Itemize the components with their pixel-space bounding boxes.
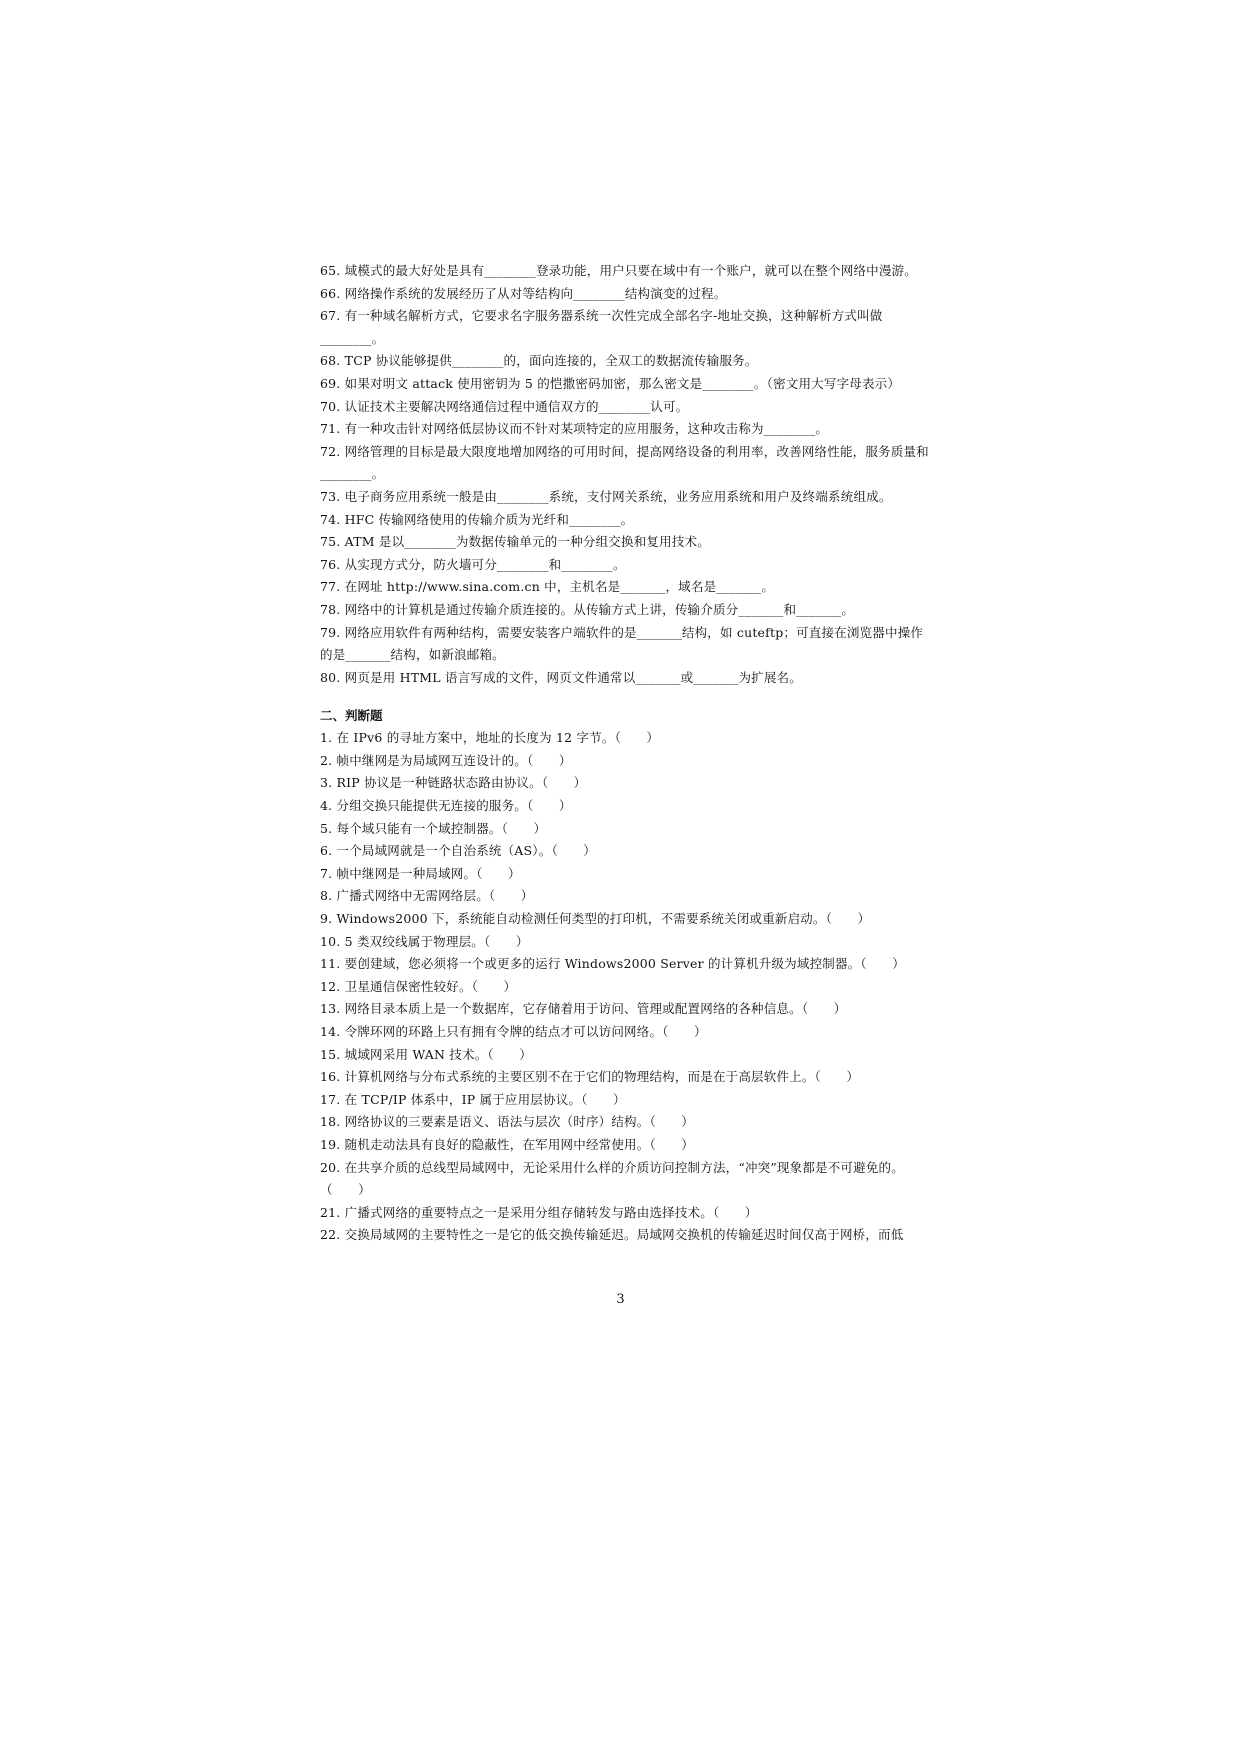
judge-question-3: 3. RIP 协议是一种链路状态路由协议。（ ） [320, 775, 587, 791]
judge-question-2: 2. 帧中继网是为局域网互连设计的。（ ） [320, 752, 572, 768]
fill-question-68: 68. TCP 协议能够提供________的，面向连接的，全双工的数据流传输服务。 [320, 353, 758, 369]
fill-question-79: 79. 网络应用软件有两种结构，需要安装客户端软件的是_______结构，如 cuteftp；可直接在浏览器中操作的是_______结构，如新浪邮箱。 [320, 624, 924, 663]
fill-question-75: 75. ATM 是以________为数据传输单元的一种分组交换和复用技术。 [320, 534, 710, 550]
judge-question-15: 15. 城域网采用 WAN 技术。（ ） [320, 1046, 532, 1062]
section-title-judgment: 二、判断题 [320, 708, 383, 724]
judge-question-list [320, 727, 930, 1247]
judge-question-8: 8. 广播式网络中无需网络层。（ ） [320, 888, 534, 904]
judge-question-13: 13. 网络目录本质上是一个数据库，它存储着用于访问、管理或配置网络的各种信息。（ ） [320, 1001, 847, 1017]
fill-question-69: 69. 如果对明文 attack 使用密钥为 5 的恺撒密码加密，那么密文是________。（密文用大写字母表示） [320, 375, 901, 391]
fill-question-71: 71. 有一种攻击针对网络低层协议而不针对某项特定的应用服务，这种攻击称为________。 [320, 421, 829, 437]
fill-question-list [320, 260, 930, 689]
fill-question-72: 72. 网络管理的目标是最大限度地增加网络的可用时间，提高网络设备的利用率，改善网络性能，服务质量和________。 [320, 443, 929, 482]
judge-question-7: 7. 帧中继网是一种局域网。（ ） [320, 865, 521, 881]
fill-question-65: 65. 域模式的最大好处是具有________登录功能，用户只要在域中有一个账户，就可以在整个网络中漫游。 [320, 263, 917, 278]
fill-question-70: 70. 认证技术主要解决网络通信过程中通信双方的________认可。 [320, 398, 689, 414]
judge-question-10: 10. 5 类双绞线属于物理层。（ ） [320, 933, 529, 949]
judge-question-9: 9. Windows2000 下，系统能自动检测任何类型的打印机，不需要系统关闭或重新启动。（ ） [320, 911, 871, 927]
judge-question-20: 20. 在共享介质的总线型局域网中，无论采用什么样的介质访问控制方法，“冲突”现象都是不可避免的。（ ） [320, 1159, 904, 1198]
judge-question-5: 5. 每个域只能有一个域控制器。（ ） [320, 820, 547, 836]
judge-question-21: 21. 广播式网络的重要特点之一是采用分组存储转发与路由选择技术。（ ） [320, 1204, 758, 1220]
fill-question-67: 67. 有一种域名解析方式，它要求名字服务器系统一次性完成全部名字-地址交换，这种解析方式叫做________。 [320, 308, 883, 346]
judge-question-22: 22. 交换局域网的主要特性之一是它的低交换传输延迟。局域网交换机的传输延迟时间仅高于网桥，而低 [320, 1227, 904, 1243]
judge-question-4: 4. 分组交换只能提供无连接的服务。（ ） [320, 798, 572, 814]
judge-question-14: 14. 令牌环网的环路上只有拥有令牌的结点才可以访问网络。（ ） [320, 1024, 707, 1039]
fill-question-76: 76. 从实现方式分，防火墙可分________和________。 [320, 556, 626, 572]
judge-question-12: 12. 卫星通信保密性较好。（ ） [320, 978, 517, 994]
fill-question-66: 66. 网络操作系统的发展经历了从对等结构向________结构演变的过程。 [320, 285, 727, 301]
fill-question-80: 80. 网页是用 HTML 语言写成的文件，网页文件通常以_______或_______为扩展名。 [320, 669, 802, 685]
judge-question-1: 1. 在 IPv6 的寻址方案中，地址的长度为 12 字节。（ ） [320, 730, 660, 746]
judge-question-17: 17. 在 TCP/IP 体系中，IP 属于应用层协议。（ ） [320, 1091, 626, 1107]
judge-question-19: 19. 随机走动法具有良好的隐蔽性，在军用网中经常使用。（ ） [320, 1136, 695, 1152]
fill-question-77: 77. 在网址 http://www.sina.com.cn 中，主机名是_______，域名是_______。 [320, 579, 775, 595]
judge-question-16: 16. 计算机网络与分布式系统的主要区别不在于它们的物理结构，而是在于高层软件上。（ ） [320, 1069, 860, 1085]
judge-question-11: 11. 要创建域，您必须将一个或更多的运行 Windows2000 Server 的计算机升级为域控制器。（ ） [320, 956, 905, 972]
judge-question-6: 6. 一个局域网就是一个自治系统（AS）。（ ） [320, 843, 596, 859]
page-content [320, 260, 930, 1247]
fill-question-74: 74. HFC 传输网络使用的传输介质为光纤和________。 [320, 511, 634, 527]
fill-question-78: 78. 网络中的计算机是通过传输介质连接的。从传输方式上讲，传输介质分_______和_______。 [320, 601, 855, 617]
judge-question-18: 18. 网络协议的三要素是语义、语法与层次（时序）结构。（ ） [320, 1114, 695, 1130]
page-number: 3 [616, 1292, 625, 1307]
fill-question-73: 73. 电子商务应用系统一般是由________系统，支付网关系统，业务应用系统和用户及终端系统组成。 [320, 488, 892, 504]
